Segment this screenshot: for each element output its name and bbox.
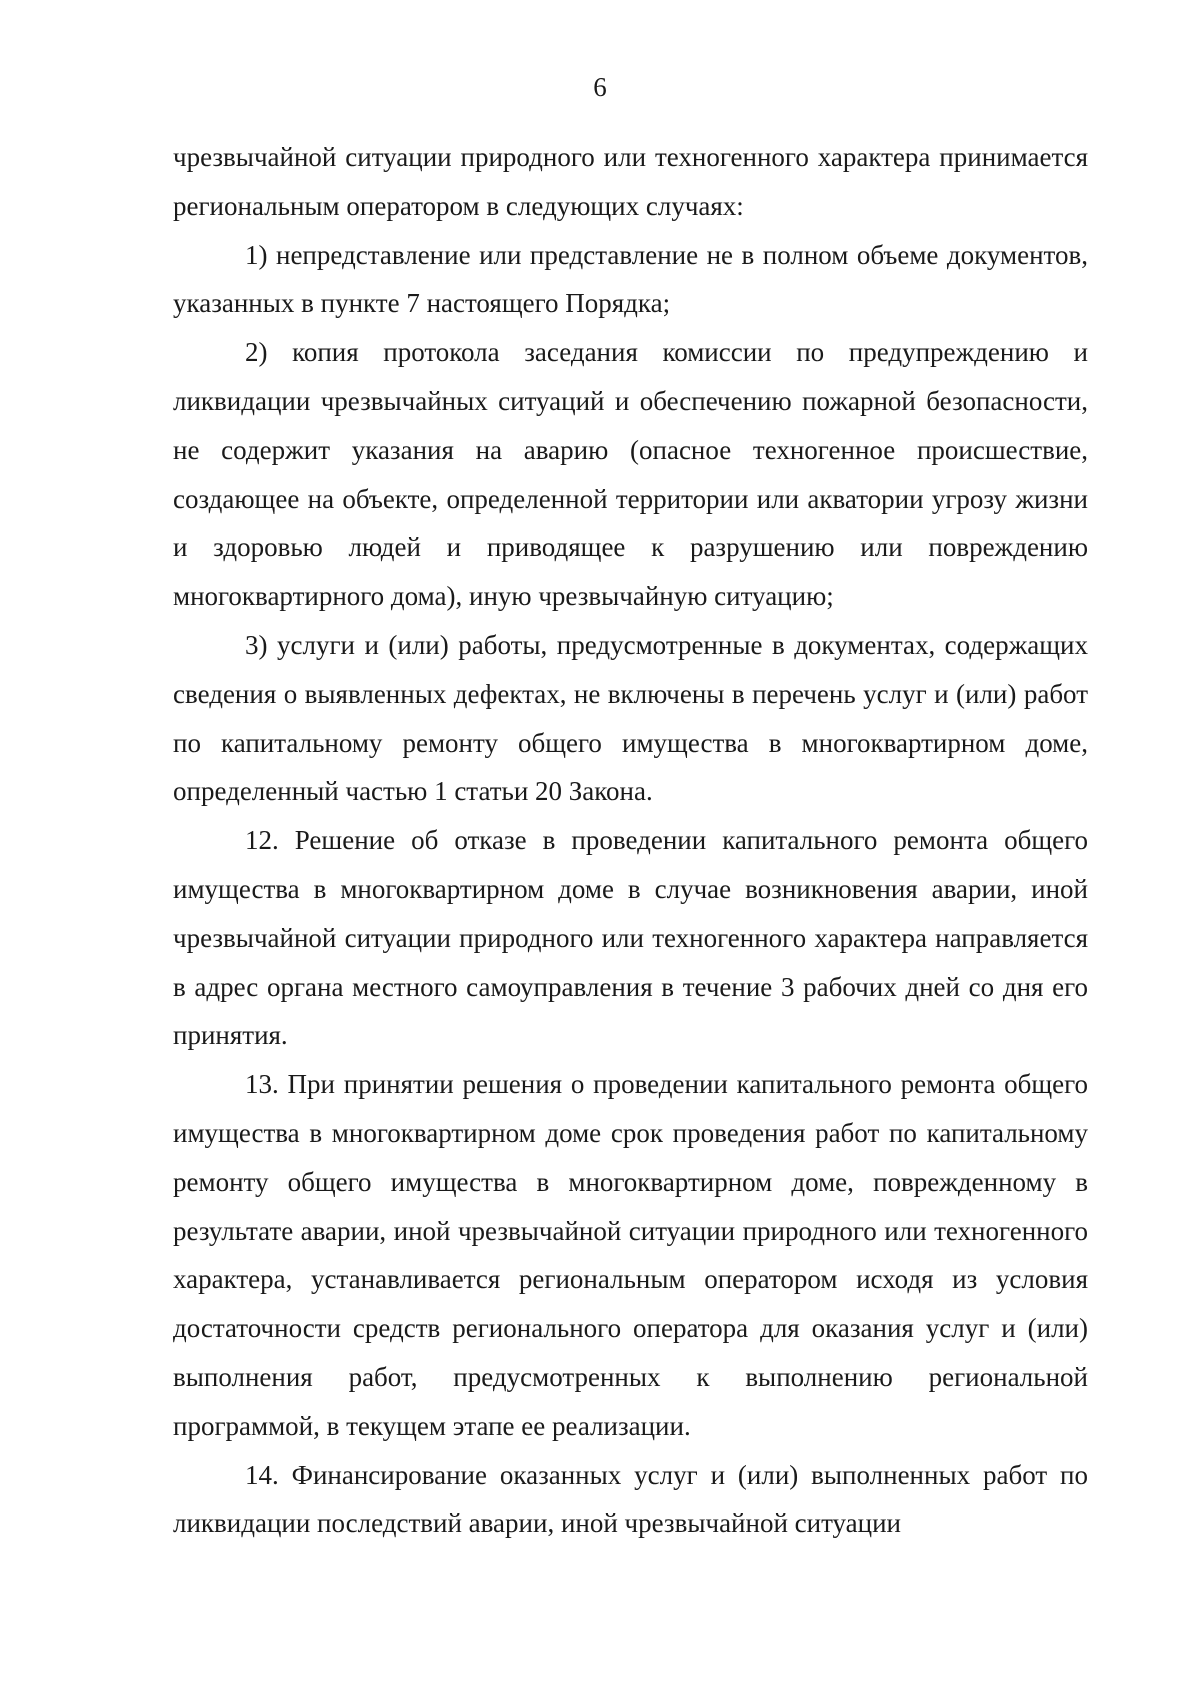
list-item-1: 1) непредставление или представление не в полном объеме документов, указанных в пункте 7 настоящего Порядка; bbox=[173, 239, 1088, 319]
page-number: 6 bbox=[593, 72, 607, 102]
document-body bbox=[173, 133, 1088, 1548]
section-14: 14. Финансирование оказанных услуг и (или) выполненных работ по ликвидации последствий аварии, иной чрезвычайной ситуации bbox=[173, 1459, 1088, 1539]
section-12: 12. Решение об отказе в проведении капитального ремонта общего имущества в многоквартирном доме в случае возникновения аварии, иной чрезвычайной ситуации природного или техногенного характера направляется в адрес органа местного самоуправления в течение 3 рабочих дней со дня его принятия. bbox=[173, 825, 1088, 1051]
paragraph-continuation: чрезвычайной ситуации природного или техногенного характера принимается региональным оператором в следующих случаях: bbox=[173, 142, 1088, 221]
section-13: 13. При принятии решения о проведении капитального ремонта общего имущества в многоквартирном доме срок проведения работ по капитальному ремонту общего имущества в многоквартирном доме, поврежденному в результате аварии, иной чрезвычайной ситуации природного или техногенного характера, устанавливается региональным оператором исходя из условия достаточности средств регионального оператора для оказания услуг и (или) выполнения работ, предусмотренных к выполнению региональной программой, в текущем этапе ее реализации. bbox=[173, 1069, 1088, 1441]
list-item-3: 3) услуги и (или) работы, предусмотренные в документах, содержащих сведения о выявленных дефектах, не включены в перечень услуг и (или) работ по капитальному ремонту общего имущества в многоквартирном доме, определенный частью 1 статьи 20 Закона. bbox=[173, 629, 1088, 807]
list-item-2: 2) копия протокола заседания комиссии по предупреждению и ликвидации чрезвычайных ситуаций и обеспечению пожарной безопасности, не содержит указания на аварию (опасное техногенное происшествие, создающее на объекте, определенной территории или акватории угрозу жизни и здоровью людей и приводящее к разрушению или повреждению многоквартирного дома), иную чрезвычайную ситуацию; bbox=[173, 337, 1088, 612]
